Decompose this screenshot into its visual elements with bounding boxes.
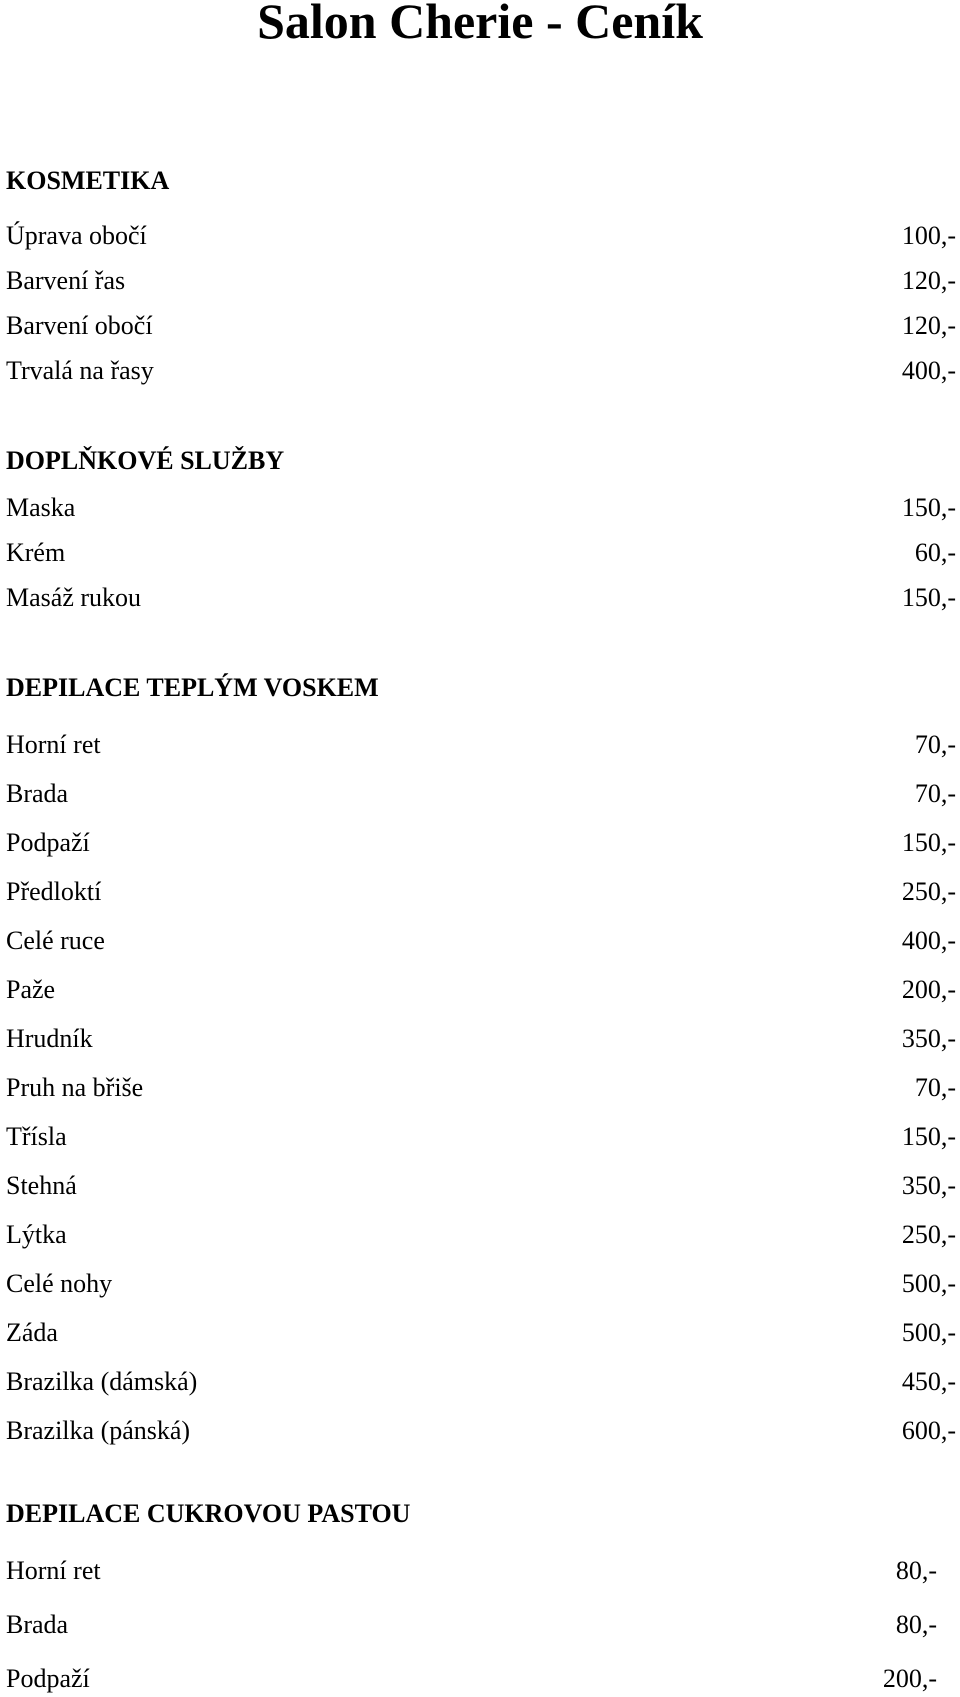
service-name: Hrudník	[6, 1024, 93, 1053]
service-price: 250,-	[901, 877, 956, 906]
service-name: Masáž rukou	[6, 583, 142, 612]
service-price: 150,-	[901, 583, 956, 612]
service-price: 500,-	[901, 1318, 956, 1347]
service-price: 400,-	[901, 356, 956, 385]
service-name: Horní ret	[6, 1556, 101, 1585]
service-name: Brada	[6, 779, 69, 808]
service-price: 600,-	[901, 1416, 956, 1445]
price-row	[6, 266, 956, 296]
price-row	[6, 1269, 956, 1299]
service-name: Podpaží	[6, 828, 90, 857]
service-price: 400,-	[901, 926, 956, 955]
section-heading-doplnkove-sluzby: DOPLŇKOVÉ SLUŽBY	[6, 446, 285, 475]
price-row	[6, 1416, 956, 1446]
service-name: Stehná	[6, 1171, 77, 1200]
service-name: Barvení řas	[6, 266, 126, 295]
service-name: Pruh na břiše	[6, 1073, 144, 1102]
service-price: 150,-	[901, 1122, 956, 1151]
price-row	[6, 877, 956, 907]
service-name: Třísla	[6, 1122, 67, 1151]
price-row	[6, 1610, 956, 1640]
service-price: 250,-	[901, 1220, 956, 1249]
service-name: Barvení obočí	[6, 311, 153, 340]
price-row	[6, 779, 956, 809]
section-heading-depilace-voskem: DEPILACE TEPLÝM VOSKEM	[6, 673, 379, 702]
price-row	[6, 538, 956, 568]
service-price: 70,-	[914, 1073, 956, 1102]
price-row	[6, 828, 956, 858]
service-name: Lýtka	[6, 1220, 67, 1249]
service-price: 80,-	[895, 1610, 937, 1639]
service-name: Brazilka (dámská)	[6, 1367, 198, 1396]
service-name: Celé ruce	[6, 926, 105, 955]
price-row	[6, 1220, 956, 1250]
price-row	[6, 1556, 956, 1586]
service-name: Krém	[6, 538, 66, 567]
section-heading-kosmetika: KOSMETIKA	[6, 166, 170, 195]
service-price: 450,-	[901, 1367, 956, 1396]
service-name: Horní ret	[6, 730, 101, 759]
section-heading-depilace-cukrovou-pastou: DEPILACE CUKROVOU PASTOU	[6, 1499, 411, 1528]
service-name: Brazilka (pánská)	[6, 1416, 191, 1445]
price-row	[6, 221, 956, 251]
price-row	[6, 311, 956, 341]
service-price: 500,-	[901, 1269, 956, 1298]
price-row	[6, 975, 956, 1005]
service-price: 150,-	[901, 828, 956, 857]
service-price: 80,-	[895, 1556, 937, 1585]
service-price: 200,-	[901, 975, 956, 1004]
price-row	[6, 1024, 956, 1054]
service-name: Trvalá na řasy	[6, 356, 154, 385]
service-price: 350,-	[901, 1171, 956, 1200]
price-row	[6, 1664, 956, 1694]
page-title: Salon Cherie - Ceník	[257, 0, 703, 49]
service-name: Celé nohy	[6, 1269, 113, 1298]
service-price: 70,-	[914, 730, 956, 759]
price-row	[6, 1367, 956, 1397]
price-row	[6, 356, 956, 386]
service-name: Brada	[6, 1610, 69, 1639]
service-price: 120,-	[901, 266, 956, 295]
service-name: Podpaží	[6, 1664, 90, 1693]
price-row	[6, 926, 956, 956]
service-price: 100,-	[901, 221, 956, 250]
service-name: Úprava obočí	[6, 221, 147, 250]
price-row	[6, 1171, 956, 1201]
service-name: Předloktí	[6, 877, 102, 906]
price-row	[6, 730, 956, 760]
service-name: Paže	[6, 975, 56, 1004]
service-name: Záda	[6, 1318, 58, 1347]
price-row	[6, 1318, 956, 1348]
service-price: 120,-	[901, 311, 956, 340]
price-row	[6, 1122, 956, 1152]
service-price: 60,-	[914, 538, 956, 567]
service-price: 150,-	[901, 493, 956, 522]
price-row	[6, 493, 956, 523]
service-price: 70,-	[914, 779, 956, 808]
price-row	[6, 1073, 956, 1103]
service-price: 350,-	[901, 1024, 956, 1053]
price-row	[6, 583, 956, 613]
service-name: Maska	[6, 493, 76, 522]
service-price: 200,-	[882, 1664, 937, 1693]
